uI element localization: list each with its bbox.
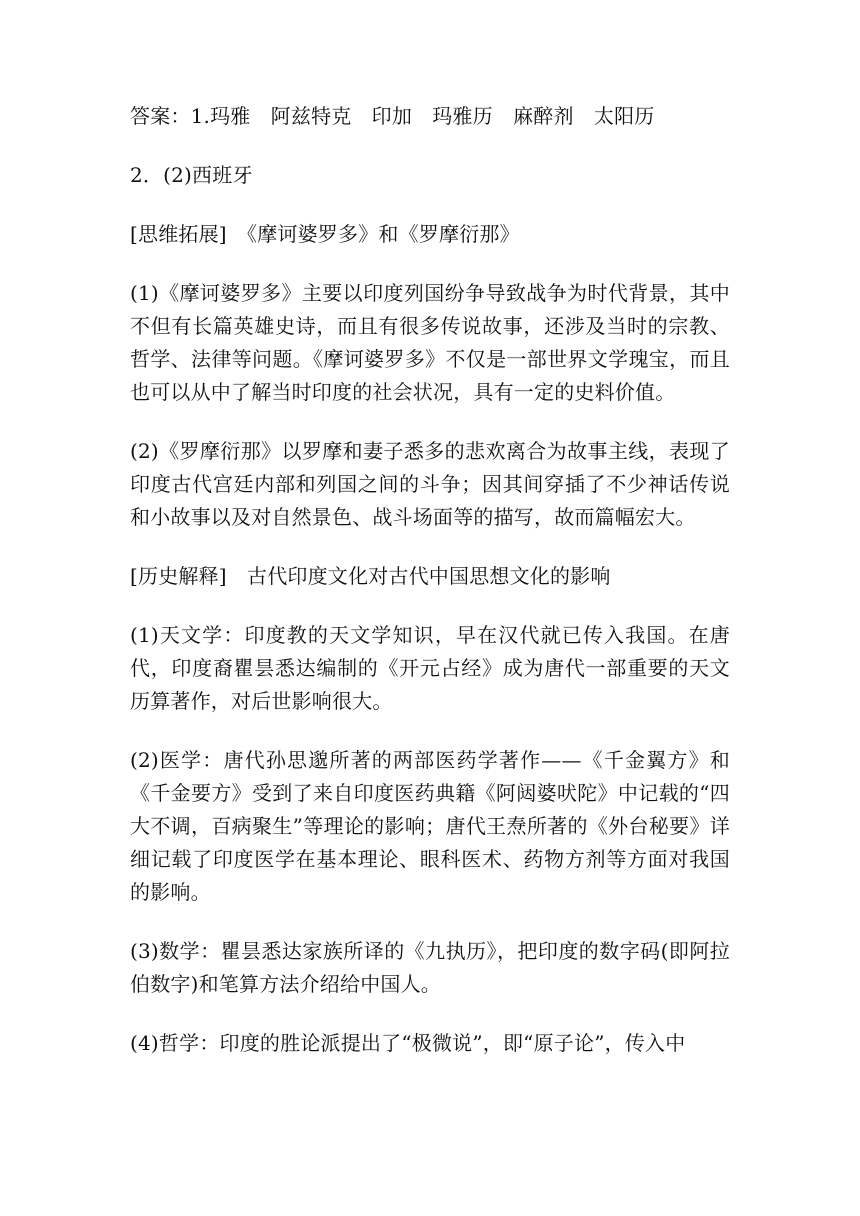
history-paragraph-2: (2)医学：唐代孙思邈所著的两部医药学著作——《千金翼方》和《千金要方》受到了来自印度医药典籍《阿闼婆吠陀》中记载的“四大不调，百病聚生”等理论的影响；唐代王焘所著的《外台秘要》详细记载了印度医学在基本理论、眼科医术、药物方剂等方面对我国的影响。 (130, 748, 730, 904)
document-body (130, 100, 730, 1060)
thinking-paragraph-2: (2)《罗摩衍那》以罗摩和妻子悉多的悲欢离合为故事主线，表现了印度古代宫廷内部和列国之间的斗争；因其间穿插了不少神话传说和小故事以及对自然景色、战斗场面等的描写，故而篇幅宏大。 (130, 439, 730, 529)
history-heading: [历史解释] 古代印度文化对古代中国思想文化的影响 (130, 564, 611, 588)
thinking-paragraph-1: (1)《摩诃婆罗多》主要以印度列国纷争导致战争为时代背景，其中不但有长篇英雄史诗，而且有很多传说故事，还涉及当时的宗教、哲学、法律等问题。《摩诃婆罗多》不仅是一部世界文学瑰宝，而且也可以从中了解当时印度的社会状况，具有一定的史料价值。 (130, 281, 730, 404)
history-paragraph-1: (1)天文学：印度教的天文学知识，早在汉代就已传入我国。在唐代，印度裔瞿昙悉达编制的《开元占经》成为唐代一部重要的天文历算著作，对后世影响很大。 (130, 623, 730, 713)
thinking-heading: [思维拓展] 《摩诃婆罗多》和《罗摩衍那》 (130, 222, 520, 246)
history-paragraph-3: (3)数学：瞿昙悉达家族所译的《九执历》，把印度的数字码(即阿拉伯数字)和笔算方法介绍给中国人。 (130, 939, 730, 996)
answer-2: 2．(2)西班牙 (130, 163, 253, 187)
answer-line: 答案：1.玛雅 阿兹特克 印加 玛雅历 麻醉剂 太阳历 (130, 104, 655, 128)
history-paragraph-4: (4)哲学：印度的胜论派提出了“极微说”，即“原子论”，传入中 (130, 1031, 686, 1055)
